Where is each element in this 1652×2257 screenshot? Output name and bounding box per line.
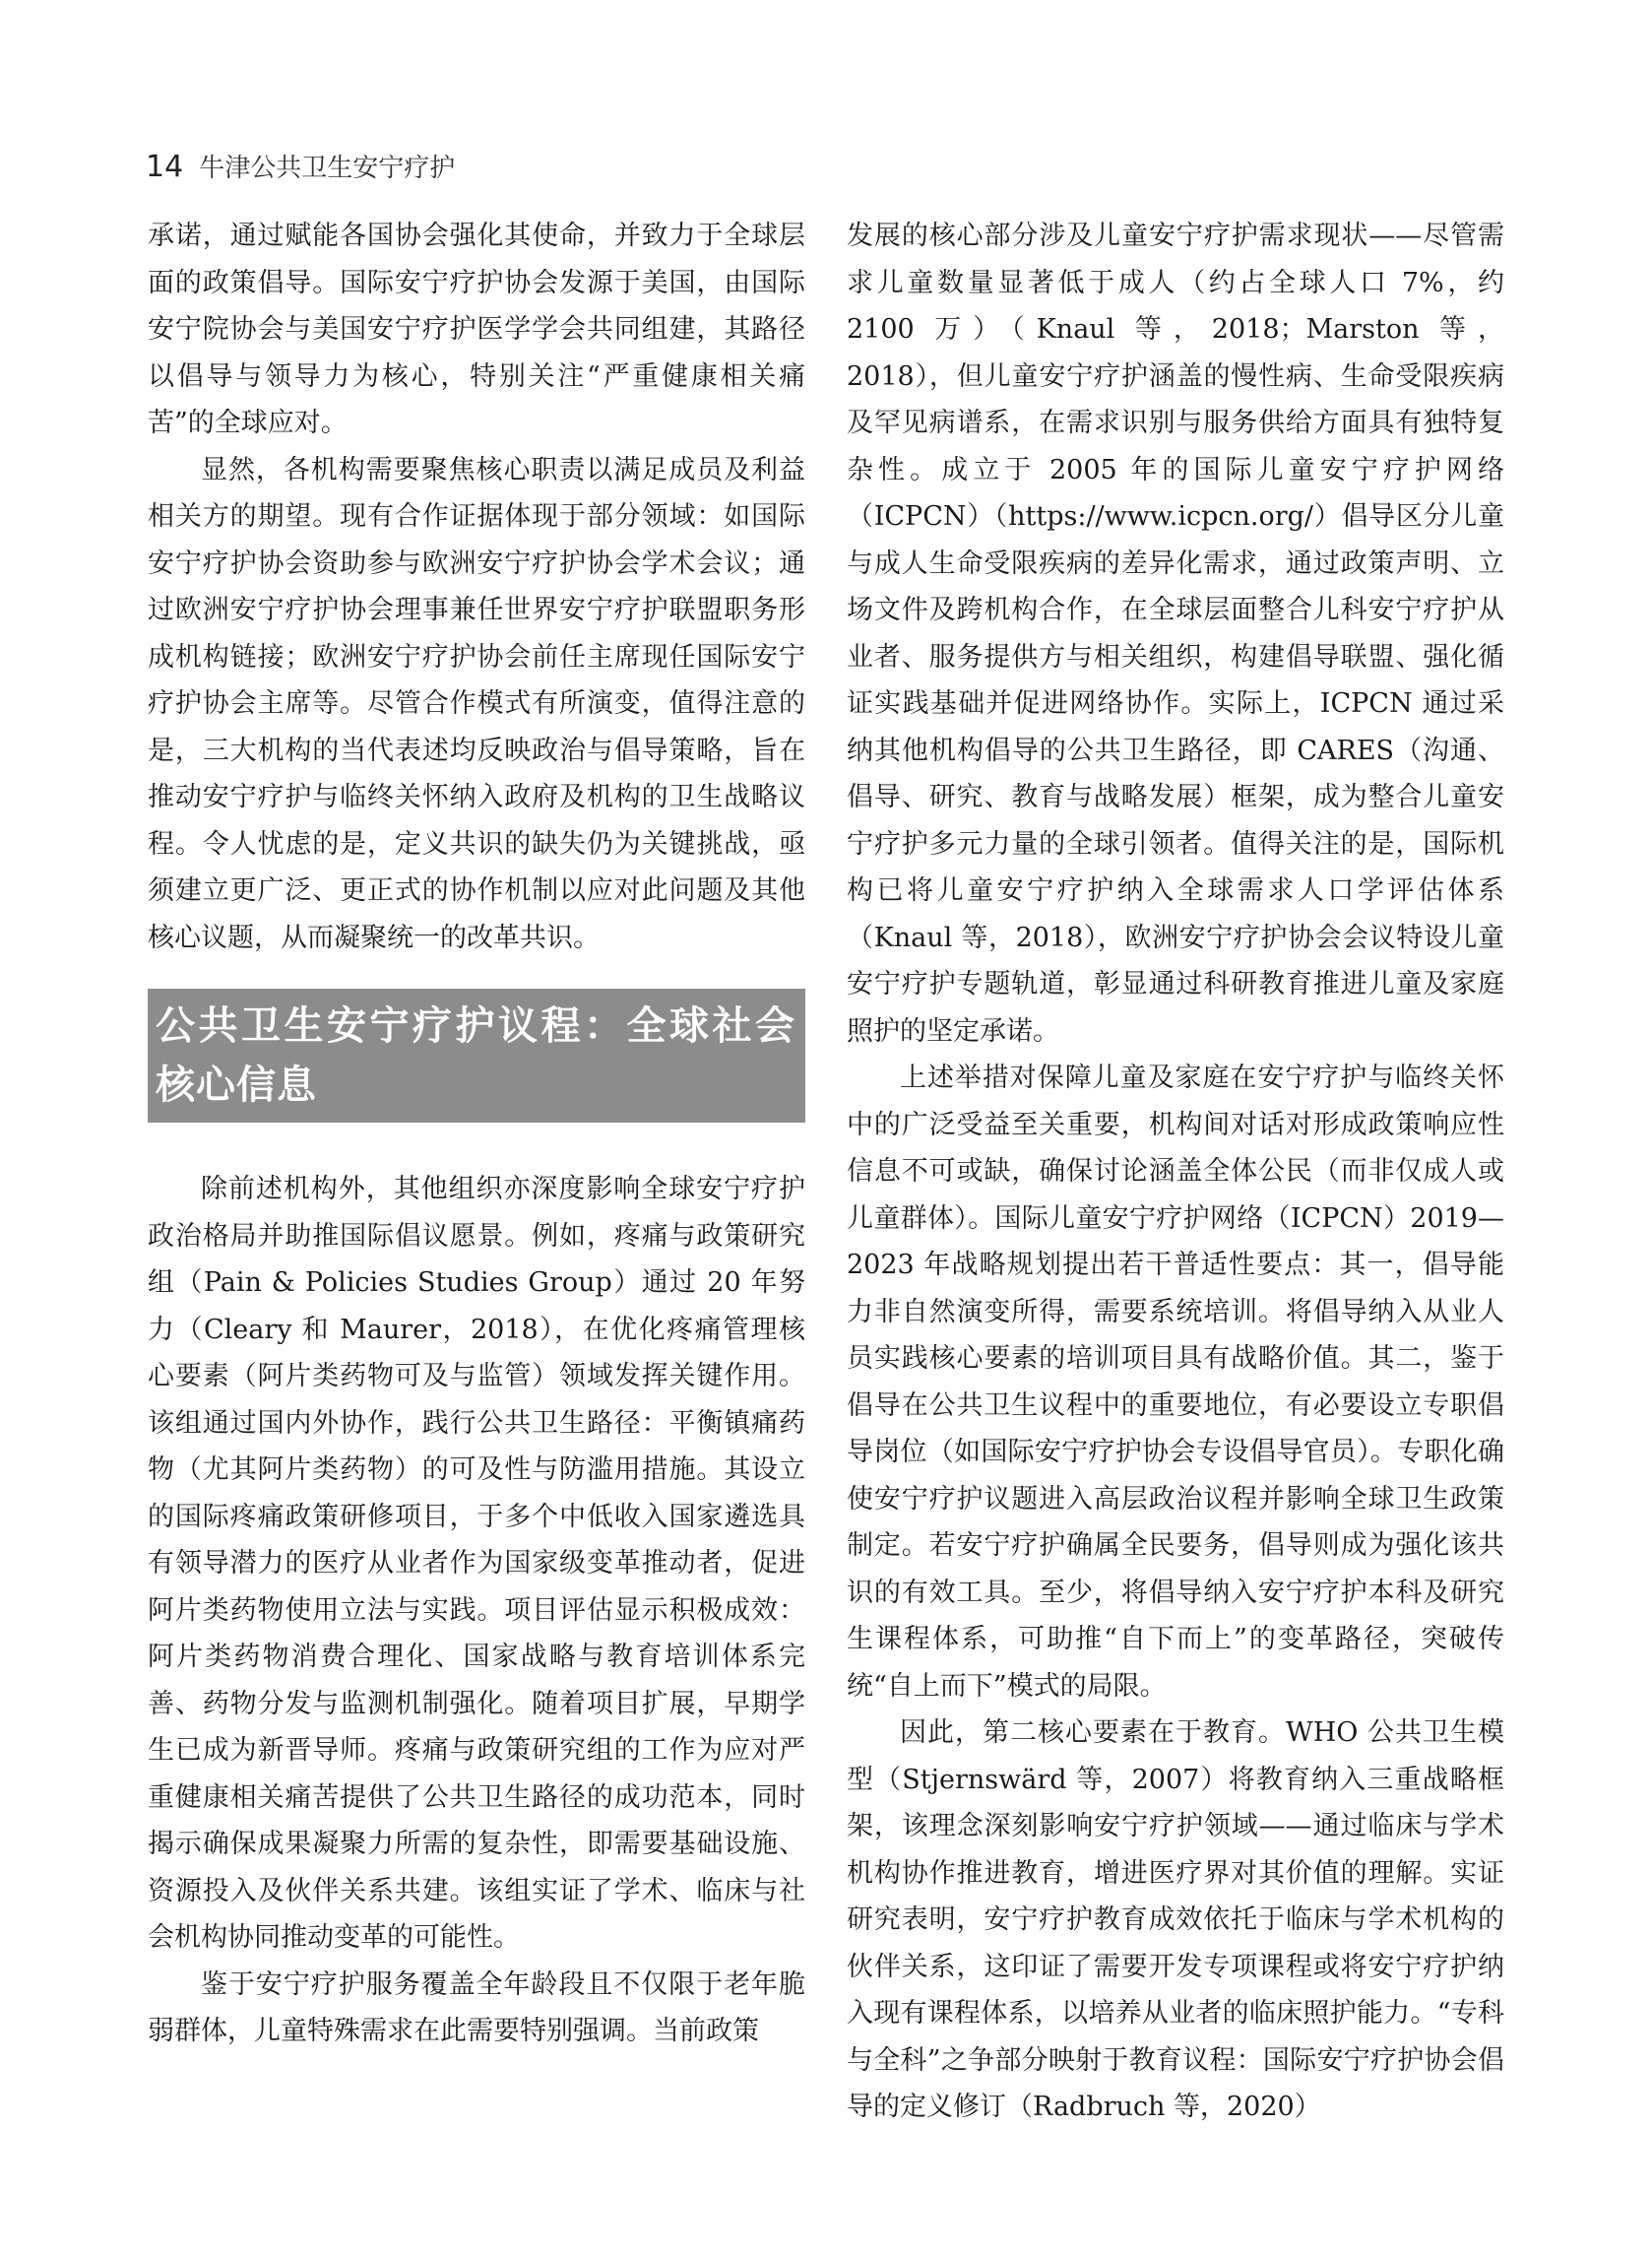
right-column — [847, 213, 1504, 2131]
page-header — [146, 148, 455, 191]
paragraph: 除前述机构外，其他组织亦深度影响全球安宁疗护政治格局并助推国际倡议愿景。例如，疼痛与政策研究组（Pain & Policies Studies Group）通过 20 年努力（Cleary 和 Maurer，2018），在优化疼痛管理核心要素（阿片类药物可及与监管）领域发挥关键作用。该组通过国内外协作，践行公共卫生路径：平衡镇痛药物（尤其阿片类药物）的可及性与防滥用措施。其设立的国际疼痛政策研修项目，于多个中低收入国家遴选具有领导潜力的医疗从业者作为国家级变革推动者，促进阿片类药物使用立法与实践。项目评估显示积极成效：阿片类药物消费合理化、国家战略与教育培训体系完善、药物分发与监测机制强化。随着项目扩展，早期学生已成为新晋导师。疼痛与政策研究组的工作为应对严重健康相关痛苦提供了公共卫生路径的成功范本，同时揭示确保成果凝聚力所需的复杂性，即需要基础设施、资源投入及伙伴关系共建。该组实证了学术、临床与社会机构协同推动变革的可能性。 — [148, 1174, 805, 1953]
running-title: 牛津公共卫生安宁疗护 — [199, 154, 456, 183]
left-column — [148, 213, 805, 2055]
paragraph: 因此，第二核心要素在于教育。WHO 公共卫生模型（Stjernswärd 等，2007）将教育纳入三重战略框架，该理念深刻影响安宁疗护领域——通过临床与学术机构协作推进教育，增进医疗界对其价值的理解。实证研究表明，安宁疗护教育成效依托于临床与学术机构的伙伴关系，这印证了需要开发专项课程或将安宁疗护纳入现有课程体系，以培养从业者的临床照护能力。“专科与全科”之争部分映射于教育议程：国际安宁疗护协会倡导的定义修订（Radbruch 等，2020） — [847, 1717, 1504, 2122]
paragraph: 上述举措对保障儿童及家庭在安宁疗护与临终关怀中的广泛受益至关重要，机构间对话对形成政策响应性信息不可或缺，确保讨论涵盖全体公民（而非仅成人或儿童群体）。国际儿童安宁疗护网络（ICPCN）2019—2023 年战略规划提出若干普适性要点：其一，倡导能力非自然演变所得，需要系统培训。将倡导纳入从业人员实践核心要素的培训项目具有战略价值。其二，鉴于倡导在公共卫生议程中的重要地位，有必要设立专职倡导岗位（如国际安宁疗护协会专设倡导官员）。专职化确使安宁疗护议题进入高层政治议程并影响全球卫生政策制定。若安宁疗护确属全民要务，倡导则成为强化该共识的有效工具。至少，将倡导纳入安宁疗护本科及研究生课程体系，可助推“自下而上”的变革路径，突破传统“自上而下”模式的局限。 — [847, 1063, 1504, 1702]
page-number: 14 — [146, 150, 184, 184]
section-heading: 公共卫生安宁疗护议程：全球社会核心信息 — [148, 989, 805, 1123]
paragraph: 鉴于安宁疗护服务覆盖全年龄段且不仅限于老年脆弱群体，儿童特殊需求在此需要特别强调。当前政策 — [148, 1968, 805, 2046]
paragraph: 承诺，通过赋能各国协会强化其使命，并致力于全球层面的政策倡导。国际安宁疗护协会发源于美国，由国际安宁院协会与美国安宁疗护医学学会共同组建，其路径以倡导与领导力为核心，特别关注“严重健康相关痛苦”的全球应对。 — [148, 221, 805, 438]
paragraph: 发展的核心部分涉及儿童安宁疗护需求现状——尽管需求儿童数量显著低于成人（约占全球人口 7%，约 2100 万）（Knaul 等，2018；Marston 等，2018），但儿童安宁疗护涵盖的慢性病、生命受限疾病及罕见病谱系，在需求识别与服务供给方面具有独特复杂性。成立于 2005 年的国际儿童安宁疗护网络（ICPCN）（https://www.icpcn.org/）倡导区分儿童与成人生命受限疾病的差异化需求，通过政策声明、立场文件及跨机构合作，在全球层面整合儿科安宁疗护从业者、服务提供方与相关组织，构建倡导联盟、强化循证实践基础并促进网络协作。实际上，ICPCN 通过采纳其他机构倡导的公共卫生路径，即 CARES（沟通、倡导、研究、教育与战略发展）框架，成为整合儿童安宁疗护多元力量的全球引领者。值得关注的是，国际机构已将儿童安宁疗护纳入全球需求人口学评估体系（Knaul 等，2018），欧洲安宁疗护协会会议特设儿童安宁疗护专题轨道，彰显通过科研教育推进儿童及家庭照护的坚定承诺。 — [847, 221, 1504, 1047]
paragraph: 显然，各机构需要聚焦核心职责以满足成员及利益相关方的期望。现有合作证据体现于部分领域：如国际安宁疗护协会资助参与欧洲安宁疗护协会学术会议；通过欧洲安宁疗护协会理事兼任世界安宁疗护联盟职务形成机构链接；欧洲安宁疗护协会前任主席现任国际安宁疗护协会主席等。尽管合作模式有所演变，值得注意的是，三大机构的当代表述均反映政治与倡导策略，旨在推动安宁疗护与临终关怀纳入政府及机构的卫生战略议程。令人忧虑的是，定义共识的缺失仍为关键挑战，亟须建立更广泛、更正式的协作机制以应对此问题及其他核心议题，从而凝聚统一的改革共识。 — [148, 454, 805, 953]
